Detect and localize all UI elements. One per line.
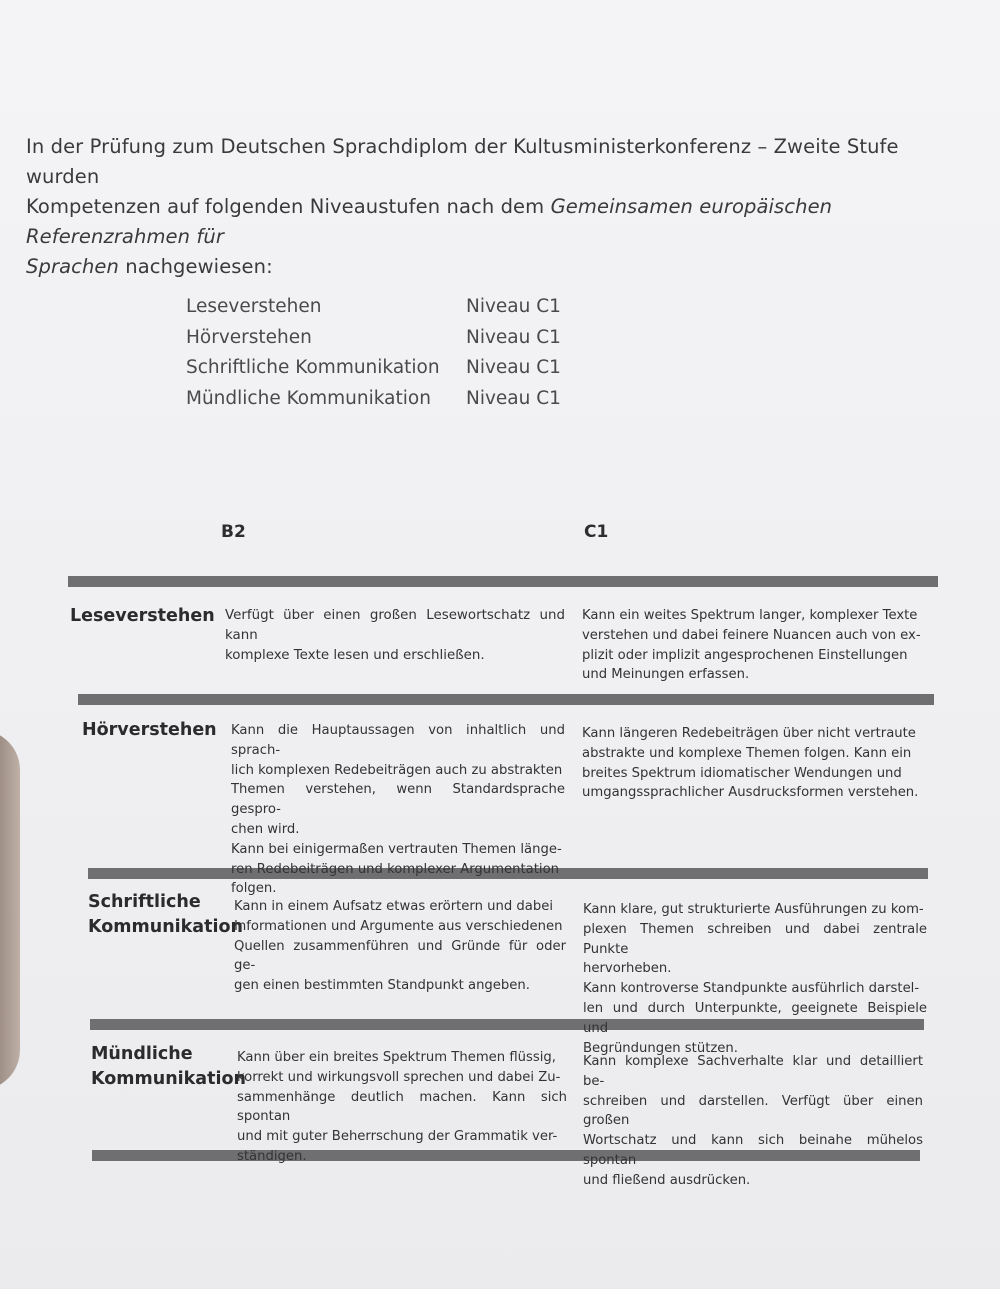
intro-paragraph bbox=[26, 132, 956, 282]
cell-b2-schriftliche-kommunikation: Kann in einem Aufsatz etwas erörtern und dabei Informationen und Argumente aus verschiedenen Quellen zusammenführen und Gründe für oder ge- gen einen bestimmten Standpunkt angeben. bbox=[234, 899, 566, 994]
cell-b2-hoerverstehen: Kann die Hauptaussagen von inhaltlich und sprach- lich komplexen Redebeiträgen auch zu abstrakten Themen verstehen, wenn Standardsprache gespro- chen wird. Kann bei einigermaßen vertrauten Themen länge- ren Redebeiträgen und komplexer Argumentation folgen. bbox=[231, 723, 565, 897]
intro-line-3 bbox=[26, 252, 956, 282]
level-row bbox=[186, 357, 586, 388]
level-niveau: Niveau C1 bbox=[466, 357, 561, 378]
level-skill: Schriftliche Kommunikation bbox=[186, 357, 440, 378]
level-niveau: Niveau C1 bbox=[466, 296, 561, 317]
column-header-c1: C1 bbox=[584, 522, 609, 542]
intro-line-1: In der Prüfung zum Deutschen Sprachdiplom der Kultusministerkonferenz – Zweite Stufe wurden bbox=[26, 135, 899, 188]
cell-b2-muendliche-kommunikation: Kann über ein breites Spektrum Themen flüssig, korrekt und wirkungsvoll sprechen und dabei Zu- sammenhänge deutlich machen. Kann sich spontan und mit guter Beherrschung der Grammatik ver- ständigen. bbox=[237, 1050, 567, 1164]
intro-line-2-text: Kompetenzen auf folgenden Niveaustufen nach dem bbox=[26, 195, 551, 218]
row-label-muendliche-kommunikation: Mündliche Kommunikation bbox=[91, 1044, 246, 1089]
level-niveau: Niveau C1 bbox=[466, 326, 561, 348]
level-skill: Leseverstehen bbox=[186, 296, 322, 317]
level-row bbox=[186, 327, 586, 358]
level-niveau: Niveau C1 bbox=[466, 387, 561, 409]
cell-b2-leseverstehen: Verfügt über einen großen Lesewortschatz und kann komplexe Texte lesen und erschließen. bbox=[225, 608, 565, 663]
intro-line-2 bbox=[26, 192, 956, 252]
intro-line-2-italic: Gemeinsamen europäischen Referenzrahmen für bbox=[26, 195, 833, 248]
thumb bbox=[0, 730, 20, 1090]
level-skill: Mündliche Kommunikation bbox=[186, 387, 431, 409]
cell-c1-leseverstehen: Kann ein weites Spektrum langer, komplexer Texte verstehen und dabei feinere Nuancen auch von ex- plizit oder implizit angesprochenen Einstellungen und Meinungen erfassen. bbox=[582, 608, 921, 683]
cell-c1-schriftliche-kommunikation: Kann klare, gut strukturierte Ausführungen zu kom- plexen Themen schreiben und dabei zentrale Punkte hervorheben. Kann kontroverse Standpunkte ausführlich darstel- len und durch Unterpunkte, geeignete Beispiele und Begründungen stützen. bbox=[583, 902, 927, 1056]
row-label-schriftliche-kommunikation: Schriftliche Kommunikation bbox=[88, 892, 243, 937]
level-list bbox=[186, 296, 586, 418]
column-header-b2: B2 bbox=[221, 522, 246, 542]
table-divider bbox=[78, 694, 934, 705]
cell-c1-hoerverstehen: Kann längeren Redebeiträgen über nicht vertraute abstrakte und komplexe Themen folgen. Kann ein breites Spektrum idiomatischer Wendungen und umgangssprachlicher Ausdrucksformen verstehen. bbox=[582, 726, 919, 801]
row-label-leseverstehen: Leseverstehen bbox=[70, 606, 215, 626]
intro-line-3-text: nachgewiesen: bbox=[118, 255, 273, 278]
level-row bbox=[186, 296, 586, 327]
table-divider bbox=[68, 576, 938, 587]
level-row bbox=[186, 388, 586, 419]
level-skill: Hörverstehen bbox=[186, 326, 312, 348]
row-label-hoerverstehen: Hörverstehen bbox=[82, 720, 217, 740]
cell-c1-muendliche-kommunikation: Kann komplexe Sachverhalte klar und detailliert be- schreiben und darstellen. Verfügt über einen großen Wortschatz und kann sich beinahe mühelos spontan und fließend ausdrücken. bbox=[583, 1054, 923, 1188]
intro-line-3-italic: Sprachen bbox=[26, 255, 119, 278]
